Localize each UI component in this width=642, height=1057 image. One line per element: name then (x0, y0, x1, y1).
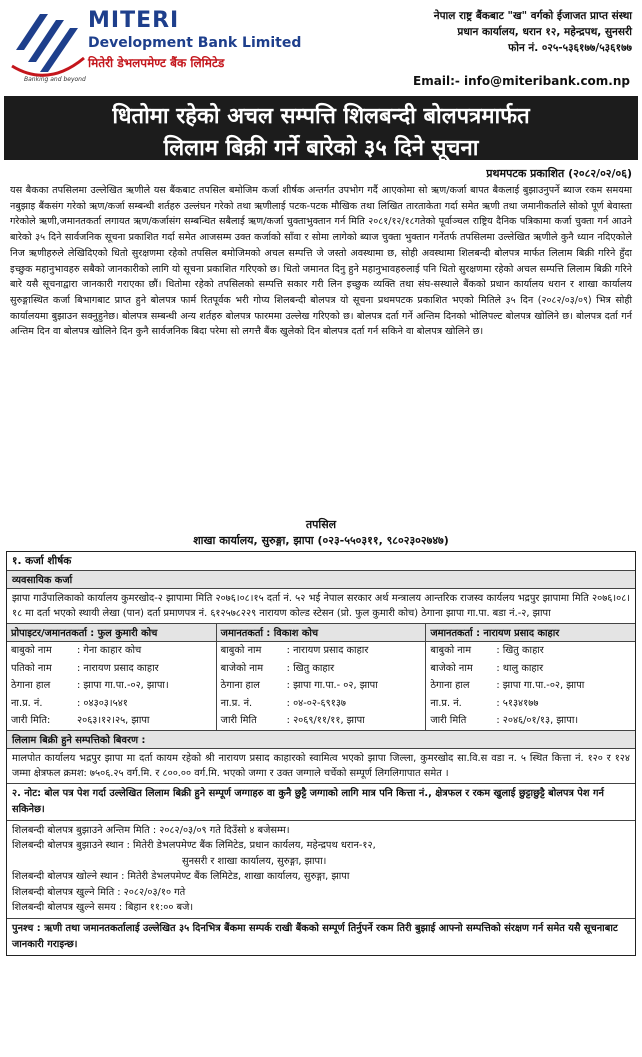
tender-open-date: शिलबन्दी बोलपत्र खुल्ने मिति : २०८२/०३/१० गते (12, 886, 186, 898)
header (4, 4, 638, 96)
bank-address (434, 8, 632, 56)
party-key: बाजेको नाम (430, 662, 473, 674)
tender-submit-place-cont: सुनसरी र शाखा कार्यालय, सुरुङ्गा, झापा। (182, 855, 327, 867)
bank-name-nepali: मितेरी डेभलपमेण्ट बैंक लिमिटेड (88, 56, 225, 70)
party-value: : झापा गा.पा.-०२, झापा। (77, 680, 169, 691)
publication-date: प्रथमपटक प्रकाशित (२०८२/०२/०६) (486, 167, 632, 180)
schedule-table (6, 551, 636, 956)
party-heading: जमानतकर्ता : नारायण प्रसाद काहार (426, 624, 635, 642)
party-value: : गेना काहार कोच (77, 645, 142, 656)
tender-details (7, 821, 635, 920)
loan-type: व्यवसायिक कर्जा (7, 571, 635, 589)
party-column (7, 624, 217, 730)
party-key: बाजेको नाम (220, 662, 264, 674)
party-value: : झापा गा.पा.- ०२, झापा (286, 680, 378, 691)
email-link[interactable]: Email:- info@miteribank.com.np (413, 74, 630, 88)
postscript: पुनश्च : ऋणी तथा जमानतकर्तालाई उल्लेखित ३५ दिनभित्र बैंकमा सम्पर्क राखी बैंकको सम्पूर्ण तिर्नुपर्ने रकम तिरी बुझाई आफ्नो सम्पत्तिको संरक्षण गर्न समेत यसै सूचनाबाट जानकारी गराइन्छ। (12, 923, 618, 951)
party-heading: प्रोपाइटर/जमानतकर्ता : फुल कुमारी कोच (7, 624, 216, 642)
schedule-title: तपसिल (305, 518, 337, 531)
party-key: ठेगाना हाल (220, 680, 260, 691)
bank-name-english-sub: Development Bank Limited (88, 35, 302, 51)
party-column (217, 624, 427, 730)
loan-section-title: १. कर्जा शीर्षक (7, 552, 635, 571)
property-description: मालपोत कार्यालय भद्रपुर झापा मा दर्ता कायम रहेको श्री नारायण प्रसाद काहारको स्वामित्व भएको झापा जिल्ला, कुमरखोद सा.वि.स वडा न. ५ स्थित कित्ता नं. १२० र १२४ जम्मा क्षेत्रफल क्रमश: ७५०६.२५ वर्ग.मि. र ८००.०० वर्ग.मि. भएको जग्गा र उक्त जग्गाले चर्चेको सम्पूर्ण लिगलिगापात समेत । (7, 749, 635, 784)
party-value: : २०४६/०१/१३, झापा। (496, 715, 579, 726)
party-column (426, 624, 635, 730)
party-key: बाबुको नाम (11, 645, 52, 656)
party-value: : ०४३०३।५४१ (77, 697, 128, 709)
tender-submit-place: शिलबन्दी बोलपत्र बुझाउने स्थान : मितेरी डेभलपमेण्ट बैंक लिमिटेड, प्रधान कार्यलय, महेन्द्रपथ धरान-१२, (12, 840, 376, 852)
bank-logo-icon (8, 6, 88, 86)
tender-open-time: शिलबन्दी बोलपत्र खुल्ने समय : बिहान ११:०० बजे। (12, 902, 194, 914)
property-heading: लिलाम बिक्री हुने सम्पत्तिको बिवरण : (7, 731, 635, 749)
title-line-2: लिलाम बिक्री गर्ने बारेको ३५ दिने सूचना (163, 136, 479, 160)
party-columns (7, 624, 635, 731)
logo-tagline: Banking and beyond (24, 76, 86, 83)
party-key: ठेगाना हाल (430, 680, 470, 691)
tender-open-place: शिलबन्दी बोलपत्र खोल्ने स्थान : मितेरी डेभलपमेण्ट बैंक लिमिटेड, शाखा कार्यालय, सुरुङ्गा, झापा (12, 871, 350, 883)
party-value: : नारायण प्रसाद काहार (77, 662, 159, 674)
party-key: ना.प्र. नं. (430, 697, 462, 709)
party-value: : २०६९/११/११, झापा (286, 715, 365, 726)
tender-submit-deadline: शिलबन्दी बोलपत्र बुझाउने अन्तिम मिति : २०८२/०३/०९ गते दिउँसो ४ बजेसम्म। (12, 824, 290, 836)
phone-line: फोन नं. ०२५-५३६१७७/५३६१७७ (508, 42, 632, 54)
party-value: : ०४-०२-६९१३७ (286, 697, 347, 709)
bank-name-english: MITERI (88, 8, 180, 33)
party-value: : झापा गा.पा.-०२, झापा (496, 680, 585, 691)
notice-title (4, 96, 638, 160)
tender-note: २. नोट: बोल पत्र पेश गर्दा उल्लेखित लिलाम बिक्री हुने सम्पूर्ण जग्गाहरु वा कुनै छुट्टै जग्गाको लागि मात्र पनि कित्ता नं., क्षेत्रफल र रकम खुलाई छुट्टाछुट्टै बोलपत्र पेश गर्न सकिनेछ। (7, 784, 635, 821)
schedule-heading (4, 517, 638, 549)
party-value: : ५१३४१७७ (496, 697, 539, 709)
license-line: नेपाल राष्ट्र बैंकबाट "ख" वर्गको ईजाजत प्राप्त संस्था (433, 10, 632, 22)
party-key: जारी मिति: (11, 715, 51, 726)
title-line-1: धितोमा रहेको अचल सम्पत्ति शिलबन्दी बोलपत्रमार्फत (112, 104, 530, 129)
party-key: ना.प्र. नं. (11, 697, 43, 709)
notice-page (4, 4, 638, 1049)
party-key: पतिको नाम (11, 662, 52, 674)
party-value: : खितु काहार (496, 645, 544, 656)
party-key: ना.प्र. नं. (220, 697, 253, 709)
party-value: : नारायण प्रसाद काहार (286, 645, 369, 656)
notice-body: यस बैकका तपसिलमा उल्लेखित ऋणीले यस बैंकबाट तपसिल बमोजिम कर्जा शीर्षक अन्तर्गत उपभोग गर्दै आएकोमा सो ऋण/कर्जा बापत बैकलाई बुझाउनुपर्ने ब्याज रकम समयमा नबुझाइ बैंकसंग गरेको ऋण/कर्जा सम्बन्धी शर्तहरु उल्लंघन गरेको तथा ऋणीलाई पटक-पटक मौखिक तथा लिखित तारताकेता गर्दा समेत ऋणी तथा जमानीकर्ताले सोको पूर्ण बेवास्ता गरेकोले ऋणी,जमानतकर्ता लगायत ऋण/कर्जासंग सम्बन्धित सबैलाई ऋण/कर्जा चुक्ताभुक्तान गर्न मिति २०८१/१२/१८गतेको पूर्वाञ्चल राष्ट्रिय दैनिक पत्रिकामा कर्जा चुक्ता गर्न आउने बारेको ३५ दिने सार्वजनिक सूचना प्रकाशित गर्दा समेत आजसम्म उक्त कर्जाको साँवा र सोमा लागेको ब्याज चुक्ता भुक्तान गर्नेतर्फ तपसिलमा उल्लेखित ऋणीले कुनै ध्यान नदिएकोले निज ऋणीहरुले लेखिदिएको धितो सुरक्षणमा रहेको तपसिल बमोजिमको अचल सम्पत्ति जे जस्तो अवस्थामा छ, सोही अवस्थामा शिलबन्दी बोलपत्र मार्फत लिलाम बिक्री गरिने हुँदा इच्छुक महानुभावहरु सबैको जानकारीको लागि यो सूचना प्रकाशित गरिएको छ। धितो जमानत दिनु हुने महानुभावहरुलाई पनि धितो सुरक्षणमा रहेको अचल सम्पत्ति लिलाम बिक्री गरिने बारे यसै सूचनाद्वारा जानकारी गराएका छौं। धितोमा रहेको तपसिलको सम्पत्ति सकार गरी लिन इच्छुक व्यक्ति तथा संघ-सस्थाले बैंकको प्रधान कार्यालय धरान र शाखा कार्यालय सुरुङ्गास्थित कर्जा बिभागबाट प्राप्त हुने बोलपत्र फार्म रितपूर्वक भरी गोप्य शिलबन्दी बोलपत्र यो सूचना प्रथमपटक प्रकाशित भएको मितिले ३५ दिन (२०८२/०३/०९) भित्र सोही कार्यालयमा बुझाउन सक्नुहुनेछ। बोलपत्र सम्बन्धी अन्य शर्तहरु बोलपत्र फारममा उल्लेख गरिएको छ। बोलपत्र दर्ता गर्ने अन्तिम दिनको भोलिपल्ट बोलपत्र खोलिने छ। बोलपत्र दर्ता गर्न अन्तिम दिन वा बोलपत्र खोलिने दिन कुनै सार्वजनिक बिदा परेमा सो लगत्तै बैंक खुलेको दिन बोलपत्र दर्ता गर्न सकिने वा बोलपत्र खोलिने छ। (10, 185, 632, 338)
party-key: ठेगाना हाल (11, 680, 51, 691)
party-value: : खितु काहार (286, 662, 335, 674)
party-key: बाबुको नाम (430, 645, 472, 656)
party-key: जारी मिति (430, 715, 467, 726)
party-key: बाबुको नाम (220, 645, 262, 656)
party-value: : थालु काहार (496, 662, 544, 674)
branch-office: शाखा कार्यालय, सुरुङ्गा, झापा (०२३-५५०३११, ९८०२३०२७४७) (193, 534, 449, 547)
loan-description: झापा गाउँपालिकाको कार्यालय कुमरखोद-२ झापामा मिति २०७६।०८।१५ दर्ता नं. ५२ भई नेपाल सरकार अर्थ मन्त्रालय आन्तरिक राजस्व कार्यलय भद्रपुर झापामा मिति २०७६।०८।१८ मा दर्ता भएको स्थायी लेखा (पान) दर्ता प्रमाणपत्र नं. ६१२५७८२२९ नारायण कोल्ड स्टेसन (प्रो. फुल कुमारी कोच) ठेगाना झापा गा.पा. बडा नं.-२, झापा (7, 589, 635, 624)
party-value: २०६३।१२।२५, झापा (77, 715, 150, 726)
office-line: प्रधान कार्यालय, धरान १२, महेन्द्रपथ, सुनसरी (457, 26, 632, 38)
party-key: जारी मिति (220, 715, 257, 726)
party-heading: जमानतकर्ता : विकाश कोच (217, 624, 426, 642)
